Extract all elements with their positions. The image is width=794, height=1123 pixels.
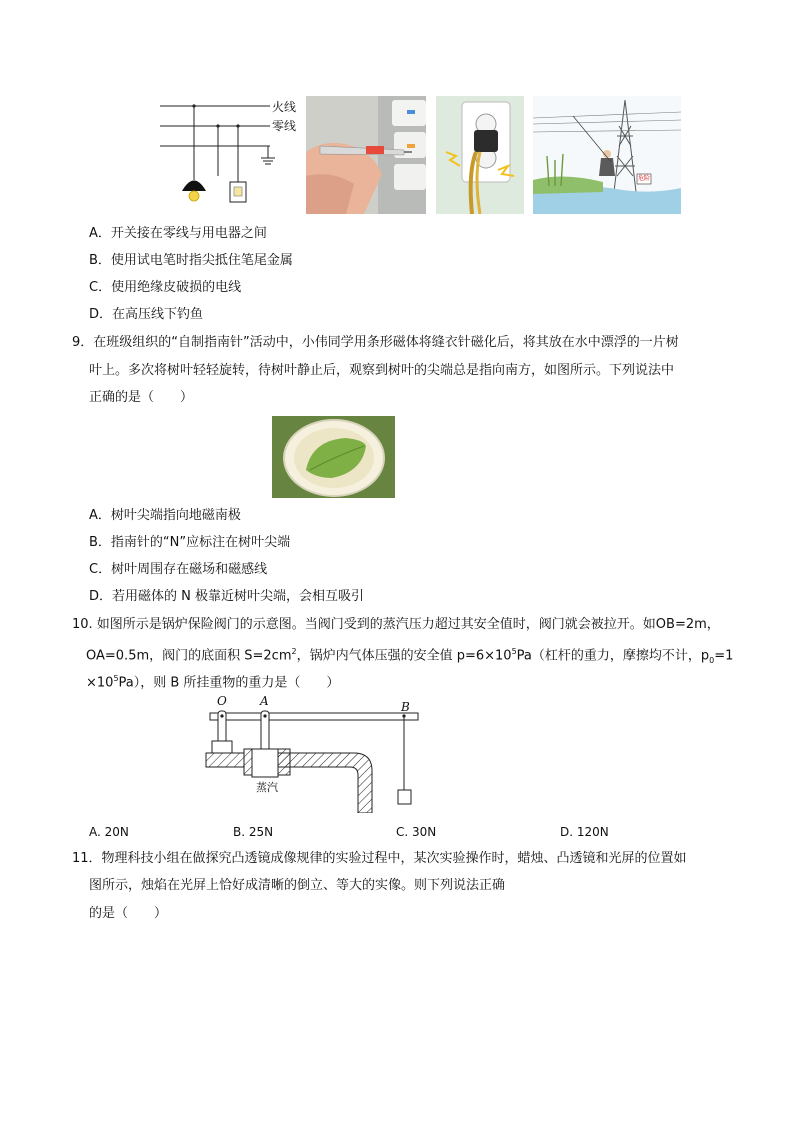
q11-stem-line-3: 的是（ ） bbox=[89, 906, 168, 921]
point-a-label: A bbox=[260, 694, 269, 708]
pivot-o-label: O bbox=[217, 694, 227, 708]
steam-label: 蒸汽 bbox=[256, 781, 278, 794]
test-pen-photo bbox=[306, 96, 426, 214]
q9-stem-line-2: 叶上。多次将树叶轻轻旋转，待树叶静止后，观察到树叶的尖端总是指向南方，如图所示。下列说法中 bbox=[89, 363, 675, 378]
q9-option-d: D．若用磁体的 N 极靠近树叶尖端，会相互吸引 bbox=[89, 589, 364, 604]
q10-p0-sub: 0 bbox=[709, 655, 715, 665]
q11-stem-line-1: 11．物理科技小组在做探究凸透镜成像规律的实验过程中，某次实验操作时，蜡烛、凸透镜和光屏的位置如 bbox=[72, 851, 687, 866]
q8-option-c: C．使用绝缘皮破损的电线 bbox=[89, 280, 242, 295]
live-wire-label: 火线 bbox=[272, 100, 297, 114]
point-b-label: B bbox=[401, 700, 410, 714]
q10-stem-2-end: =1 bbox=[714, 648, 734, 664]
leaf-compass-photo bbox=[272, 416, 395, 498]
q9-option-c: C．树叶周围存在磁场和磁感线 bbox=[89, 562, 268, 577]
q9-option-a: A．树叶尖端指向地磁南极 bbox=[89, 508, 241, 523]
q10-option-a: A. 20N bbox=[89, 825, 129, 839]
q10-stem-2-post: Pa（杠杆的重力，摩擦均不计，p bbox=[516, 648, 710, 664]
q9-option-b: B．指南针的“N”应标注在树叶尖端 bbox=[89, 535, 291, 550]
q10-p0-exp: 5 bbox=[113, 674, 119, 683]
q9-stem-line-3: 正确的是（ ） bbox=[89, 390, 194, 405]
q8-option-a: A．开关接在零线与用电器之间 bbox=[89, 226, 267, 241]
safety-valve-diagram bbox=[204, 695, 424, 813]
danger-sign-label: 危险 bbox=[638, 175, 651, 182]
q10-stem-2-pre: OA=0.5m，阀门的底面积 S=2cm bbox=[86, 648, 292, 664]
q10-stem-2-mid: ，锅炉内气体压强的安全值 p=6×10 bbox=[296, 648, 512, 664]
q10-option-c: C. 30N bbox=[396, 825, 437, 839]
q10-area-unit-exp: 2 bbox=[291, 647, 297, 656]
fishing-under-power-line-illustration bbox=[533, 96, 681, 214]
neutral-wire-label: 零线 bbox=[272, 119, 297, 133]
q10-stem-line-1: 10. 如图所示是锅炉保险阀门的示意图。当阀门受到的蒸汽压力超过其安全值时，阀门就会被拉开。如OB=2m， bbox=[72, 617, 720, 632]
q9-stem-line-1: 9．在班级组织的“自制指南针”活动中，小伟同学用条形磁体将缝衣针磁化后，将其放在水中漂浮的一片树 bbox=[72, 335, 679, 350]
q10-option-b: B. 25N bbox=[233, 825, 274, 839]
damaged-cord-illustration bbox=[436, 96, 524, 214]
q10-option-d: D. 120N bbox=[560, 825, 609, 839]
q11-stem-line-2: 图所示，烛焰在光屏上恰好成清晰的倒立、等大的实像。则下列说法正确 bbox=[89, 878, 506, 893]
q10-pressure-exp: 5 bbox=[511, 647, 517, 656]
q8-option-b: B．使用试电笔时指尖抵住笔尾金属 bbox=[89, 253, 293, 268]
q8-option-d: D．在高压线下钓鱼 bbox=[89, 307, 204, 322]
q10-stem-3-pre: ×10 bbox=[86, 675, 114, 691]
q10-stem-3-post: Pa），则 B 所挂重物的重力是（ ） bbox=[118, 675, 340, 691]
q10-stem-line-3 bbox=[86, 670, 339, 692]
q10-stem-line-2 bbox=[86, 643, 733, 670]
